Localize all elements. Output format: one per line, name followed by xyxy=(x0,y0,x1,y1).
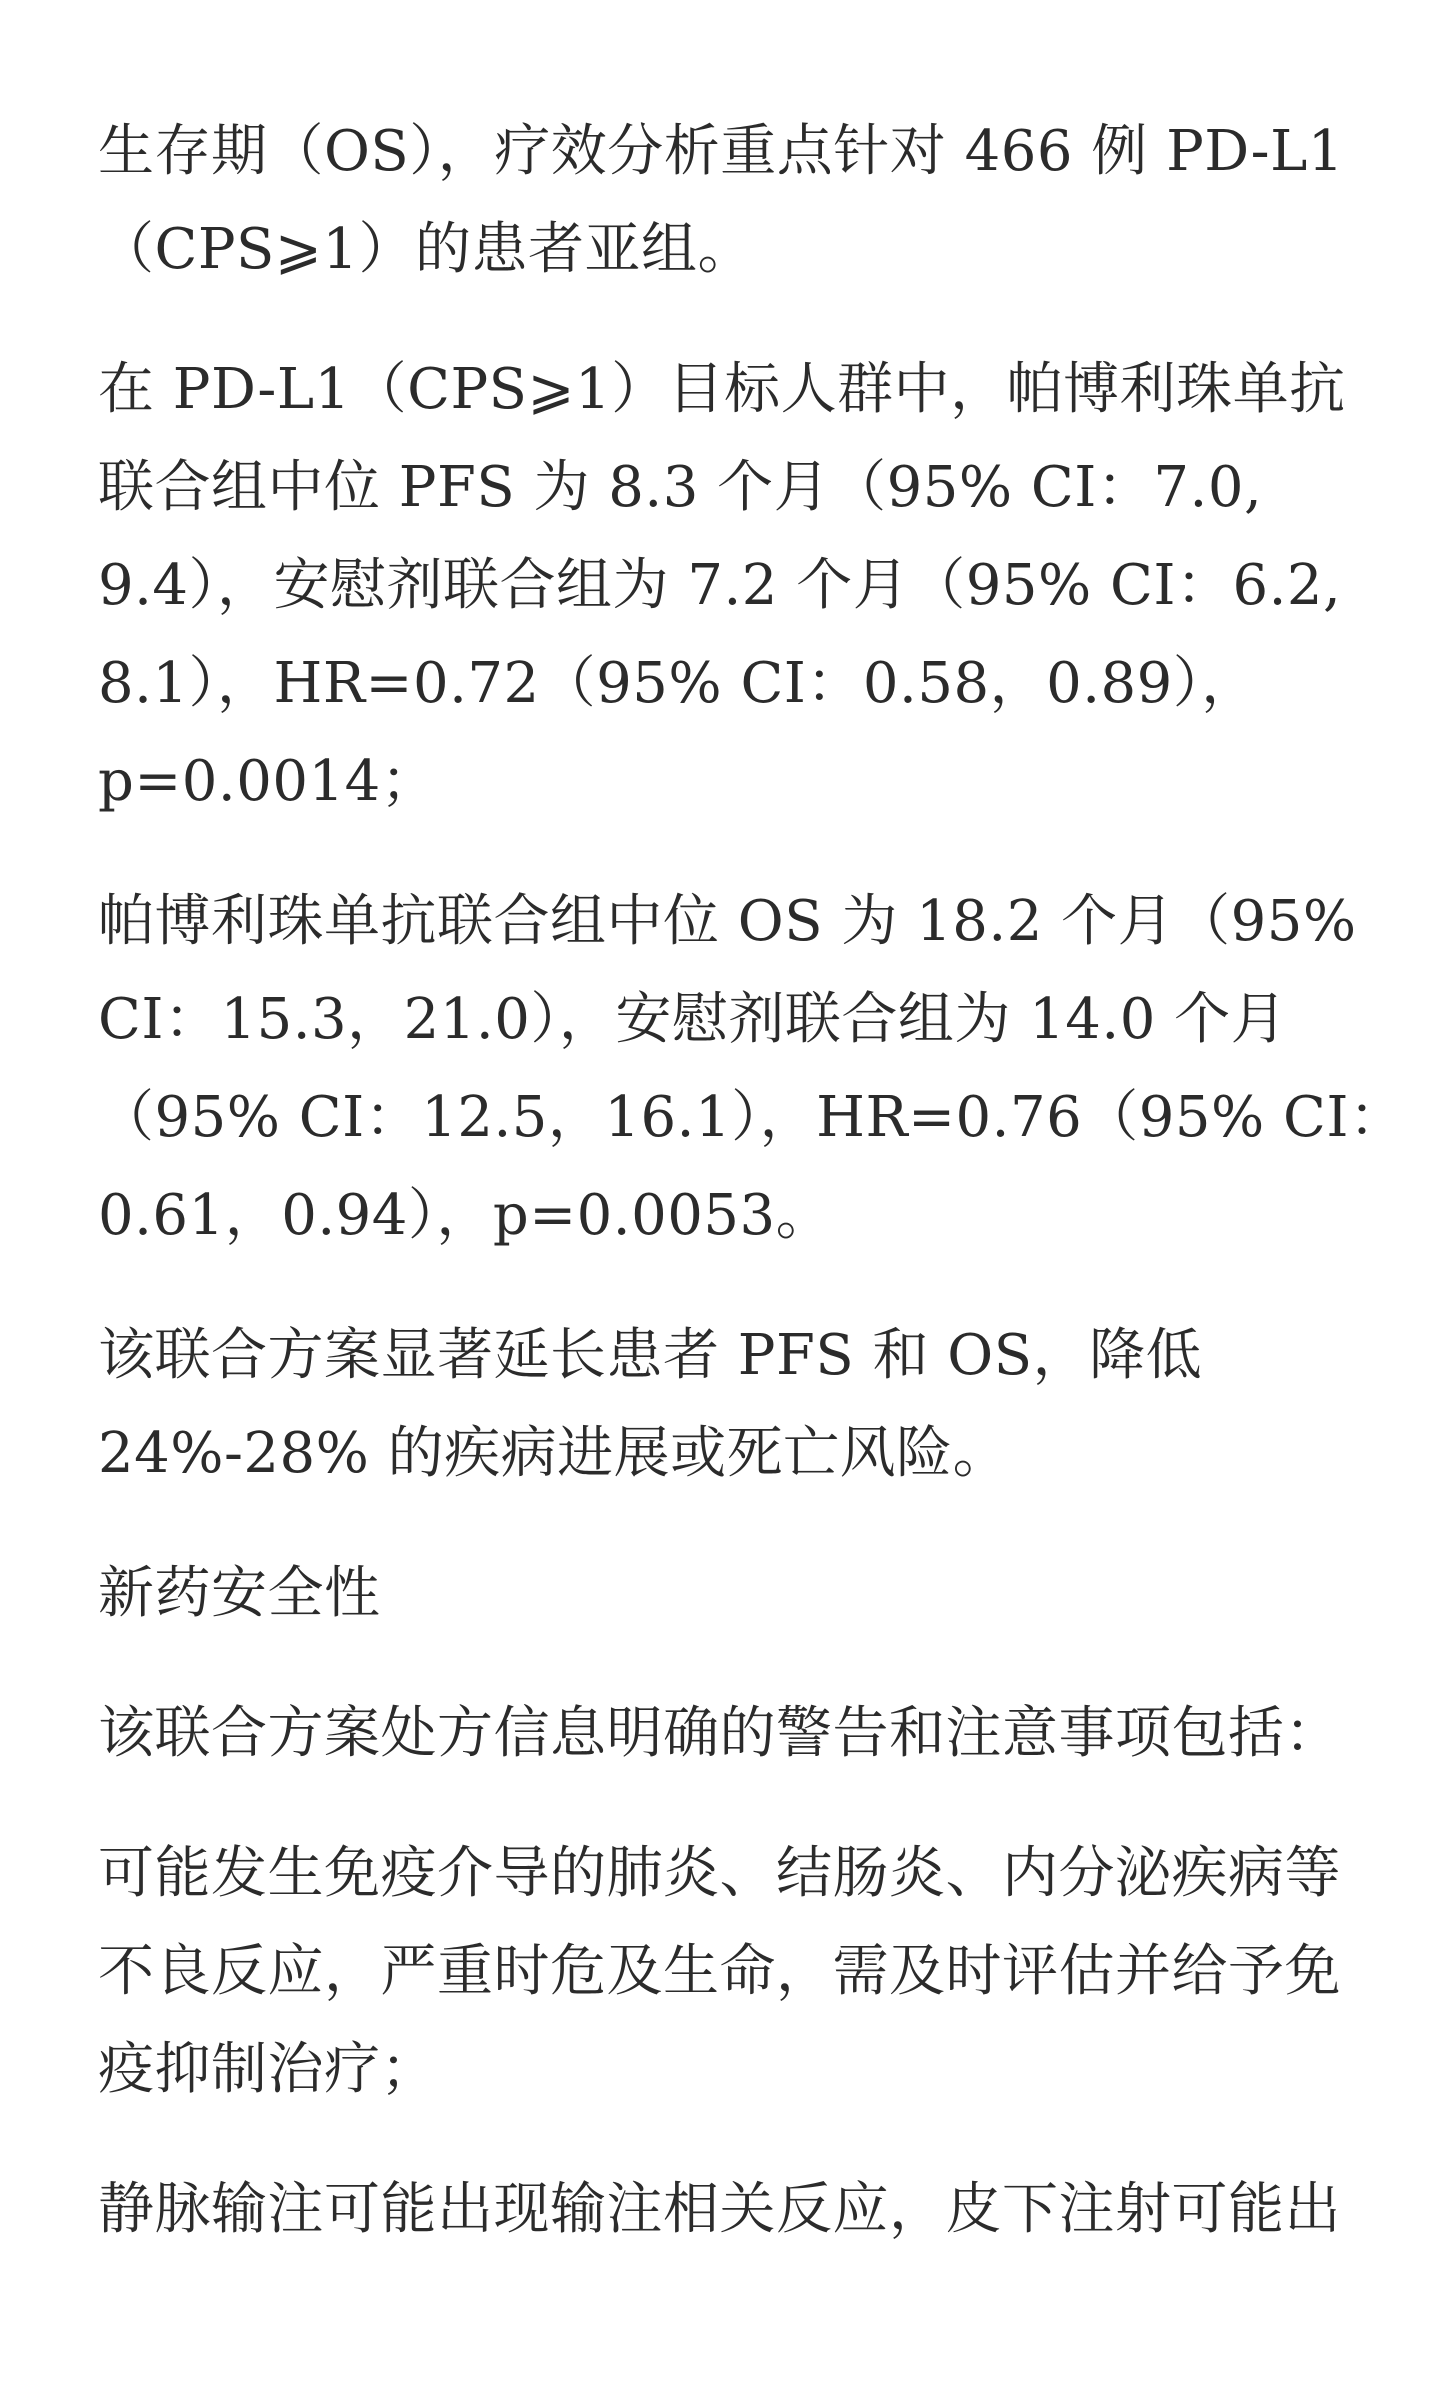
paragraph-pfs-results xyxy=(98,341,1358,831)
text-line: 生存期（OS），疗效分析重点针对 466 例 PD-L1 xyxy=(98,119,1344,184)
text-line: 该联合方案显著延长患者 PFS 和 OS，降低 xyxy=(98,1323,1203,1388)
text-line: CI：15.3，21.0），安慰剂联合组为 14.0 个月 xyxy=(98,987,1288,1052)
paragraph-os-results xyxy=(98,873,1406,1265)
paragraph-infusion-reactions xyxy=(98,2161,1358,2259)
text-line: p=0.0014； xyxy=(98,749,438,814)
text-line: 新药安全性 xyxy=(98,1561,381,1626)
text-line: （95% CI：12.5，16.1），HR=0.76（95% CI： xyxy=(98,1085,1406,1150)
text-line: 可能发生免疫介导的肺炎、结肠炎、内分泌疾病等 xyxy=(98,1841,1341,1906)
section-heading-safety xyxy=(98,1545,1358,1643)
text-line: 24%-28% 的疾病进展或死亡风险。 xyxy=(98,1421,1010,1486)
paragraph-immune-reactions xyxy=(98,1825,1358,2119)
text-line: 该联合方案处方信息明确的警告和注意事项包括： xyxy=(98,1701,1341,1766)
text-line: 0.61，0.94），p=0.0053。 xyxy=(98,1183,833,1248)
article-body xyxy=(98,103,1406,2301)
text-line: 不良反应，严重时危及生命，需及时评估并给予免 xyxy=(98,1939,1341,2004)
paragraph-summary xyxy=(98,1307,1358,1503)
text-line: 联合组中位 PFS 为 8.3 个月（95% CI：7.0, xyxy=(98,455,1263,520)
text-line: （CPS⩾1）的患者亚组。 xyxy=(98,217,754,282)
text-line: 疫抑制治疗； xyxy=(98,2037,437,2102)
text-line: 静脉输注可能出现输注相关反应，皮下注射可能出 xyxy=(98,2177,1341,2242)
paragraph-os-subgroup xyxy=(98,103,1358,299)
text-line: 8.1），HR=0.72（95% CI：0.58，0.89）， xyxy=(98,651,1258,716)
text-line: 9.4），安慰剂联合组为 7.2 个月（95% CI：6.2, xyxy=(98,553,1342,618)
text-line: 在 PD-L1（CPS⩾1）目标人群中，帕博利珠单抗 xyxy=(98,357,1346,422)
text-line: 帕博利珠单抗联合组中位 OS 为 18.2 个月（95% xyxy=(98,889,1357,954)
paragraph-warnings-intro xyxy=(98,1685,1358,1783)
